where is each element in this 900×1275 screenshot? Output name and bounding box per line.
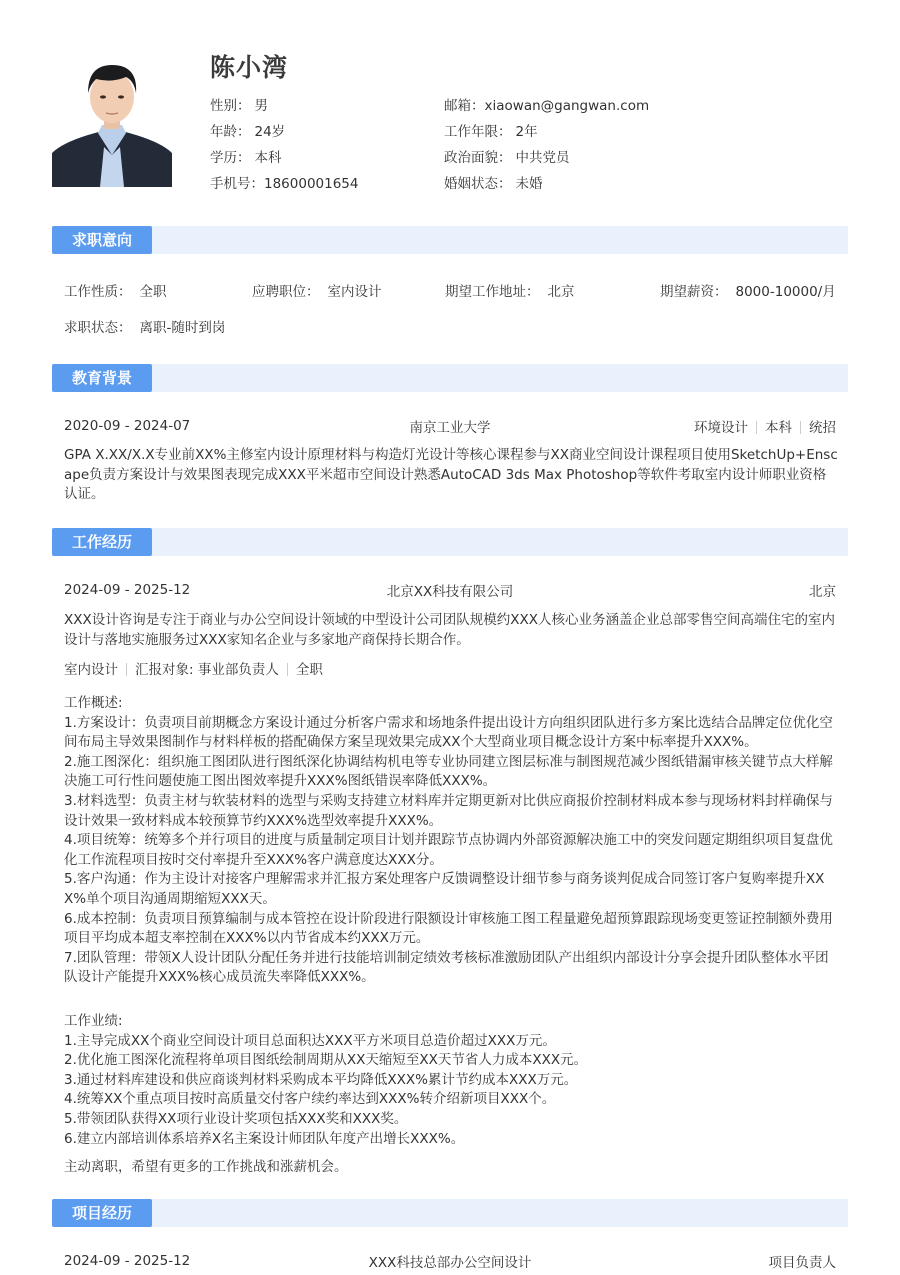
avatar-photo-icon <box>52 55 172 187</box>
section-header-project <box>52 1199 848 1227</box>
work-city: 北京 <box>809 584 836 600</box>
overview-item: 6.成本控制：负责项目预算编制与成本管控在设计阶段进行限额设计审核施工图工程量避免超预算跟踪现场变更签证控制额外费用项目平均成本超支率控制在XXX%以内节省成本约XXX万元。 <box>64 910 833 947</box>
achievement-item: 5.带领团队获得XX项行业设计奖项包括XXX奖和XXX奖。 <box>64 1110 408 1127</box>
education-school: 南京工业大学 <box>409 420 491 436</box>
divider <box>126 663 127 676</box>
intent-label: 期望工作地址： <box>445 284 540 300</box>
work-achievements <box>64 1012 838 1149</box>
intent-label: 求职状态： <box>64 320 132 336</box>
divider <box>756 421 757 434</box>
project-row <box>64 1251 836 1271</box>
info-value: 本科 <box>254 150 282 166</box>
section-title: 工作经历 <box>52 528 152 556</box>
work-overview <box>64 694 838 988</box>
info-phone <box>210 171 358 197</box>
info-label: 婚姻状态： <box>444 176 512 192</box>
info-marital <box>444 171 649 197</box>
section-header-work <box>52 528 848 556</box>
info-label: 年龄： <box>210 124 251 140</box>
overview-item: 3.材料选型：负责主材与软装材料的选型与采购支持建立材料库并定期更新对比供应商报价控制材料成本参与现场材料封样确保与设计效果一致材料成本较预算节约XXX%选型效率提升XXX%。 <box>64 792 833 829</box>
intent-value: 离职-随时到岗 <box>139 320 226 336</box>
work-row <box>64 580 836 600</box>
avatar <box>52 55 172 187</box>
work-company: 北京XX科技有限公司 <box>386 584 514 600</box>
work-period: 2024-09 - 2025-12 <box>64 582 191 598</box>
info-value: 24岁 <box>254 124 286 140</box>
section-title: 教育背景 <box>52 364 152 392</box>
work-tag: 全职 <box>295 662 323 678</box>
intent-label: 期望薪资： <box>660 284 728 300</box>
section-title: 项目经历 <box>52 1199 152 1227</box>
info-gender <box>210 93 358 119</box>
info-work-years <box>444 119 649 145</box>
intent-salary <box>660 280 836 300</box>
achievement-item: 1.主导完成XX个商业空间设计项目总面积达XXX平方米项目总造价超过XXX万元。 <box>64 1032 556 1049</box>
info-value: 未婚 <box>515 176 543 192</box>
education-description: GPA X.XX/X.X专业前XX%主修室内设计原理材料与构造灯光设计等核心课程参与XX商业空间设计课程项目使用SketchUp+Enscape负责方案设计与效果图表现完成XXX平米超市空间设计熟悉AutoCAD 3ds Max Photoshop等软件考取室内设计师职业资格认证。 <box>64 447 838 503</box>
info-email <box>444 93 649 119</box>
intent-label: 工作性质： <box>64 284 132 300</box>
info-label: 性别： <box>210 98 251 114</box>
info-label: 工作年限： <box>444 124 512 140</box>
work-tag: 室内设计 <box>64 662 118 678</box>
info-age <box>210 119 358 145</box>
work-leave-reason: 主动离职，希望有更多的工作挑战和涨薪机会。 <box>64 1159 348 1175</box>
overview-item: 7.团队管理：带领X人设计团队分配任务并进行技能培训制定绩效考核标准激励团队产出组织内部设计分享会提升团队整体水平团队设计产能提升XXX%核心成员流失率降低XXX%。 <box>64 949 829 986</box>
intent-status <box>64 316 225 336</box>
info-value: 18600001654 <box>264 176 359 192</box>
education-period: 2020-09 - 2024-07 <box>64 418 191 434</box>
divider <box>800 421 801 434</box>
intent-value: 全职 <box>139 284 167 300</box>
work-tag: 汇报对象: 事业部负责人 <box>135 662 279 678</box>
intent-job-type <box>64 280 167 300</box>
info-label: 邮箱： <box>444 98 485 114</box>
project-period: 2024-09 - 2025-12 <box>64 1253 191 1269</box>
overview-item: 2.施工图深化：组织施工图团队进行图纸深化协调结构机电等专业协同建立图层标准与制图规范减少图纸错漏审核关键节点大样解决施工可行性问题使施工图出图效率提升XXX%图纸错误率降低XXX%。 <box>64 753 833 790</box>
personal-info-right <box>444 93 649 197</box>
info-value: 男 <box>254 98 268 114</box>
candidate-name: 陈小湾 <box>210 53 289 82</box>
overview-title: 工作概述: <box>64 695 123 711</box>
education-tags <box>694 416 836 436</box>
info-value: 2年 <box>515 124 538 140</box>
section-header-intent <box>52 226 848 254</box>
intent-label: 应聘职位： <box>252 284 320 300</box>
overview-item: 4.项目统筹：统筹多个并行项目的进度与质量制定项目计划并跟踪节点协调内外部资源解决施工中的突发问题定期组织项目复盘优化工作流程项目按时交付率提升至XXX%客户满意度达XXX分。 <box>64 832 833 868</box>
achievement-item: 3.通过材料库建设和供应商谈判材料采购成本平均降低XXX%累计节约成本XXX万元。 <box>64 1071 578 1088</box>
achievements-title: 工作业绩: <box>64 1013 123 1029</box>
education-row <box>64 416 836 436</box>
achievement-item: 2.优化施工图深化流程将单项目图纸绘制周期从XX天缩短至XX天节省人力成本XXX元。 <box>64 1052 588 1069</box>
project-name: XXX科技总部办公空间设计 <box>368 1255 532 1271</box>
project-role: 项目负责人 <box>768 1255 836 1271</box>
info-political <box>444 145 649 171</box>
section-header-education <box>52 364 848 392</box>
overview-item: 1.方案设计：负责项目前期概念方案设计通过分析客户需求和场地条件提出设计方向组织团队进行多方案比选结合品牌定位优化空间布局主导效果图制作与材料样板的搭配确保方案呈现效果完成XX个大型商业项目概念设计方案中标率提升XXX%。 <box>64 714 833 751</box>
work-tags <box>64 658 836 678</box>
personal-info-left <box>210 93 358 197</box>
intent-value: 8000-10000/月 <box>735 284 836 300</box>
info-label: 手机号： <box>210 176 264 192</box>
info-value: 中共党员 <box>515 150 570 166</box>
education-major: 环境设计 <box>694 420 748 436</box>
info-label: 政治面貌： <box>444 150 512 166</box>
overview-item: 5.客户沟通：作为主设计对接客户理解需求并汇报方案处理客户反馈调整设计细节参与商务谈判促成合同签订客户复购率提升XXX%单个项目沟通周期缩短XXX天。 <box>64 871 825 907</box>
info-value: xiaowan@gangwan.com <box>484 98 650 114</box>
intent-location <box>445 280 575 300</box>
work-company-intro: XXX设计咨询是专注于商业与办公空间设计领域的中型设计公司团队规模约XXX人核心业务涵盖企业总部零售空间高端住宅的室内设计与落地实施服务过XXX家知名企业与多家地产商保持长期合作。 <box>64 612 835 648</box>
achievement-item: 4.统筹XX个重点项目按时高质量交付客户续约率达到XXX%转介绍新项目XXX个。 <box>64 1091 556 1108</box>
section-title: 求职意向 <box>52 226 152 254</box>
info-education <box>210 145 358 171</box>
info-label: 学历： <box>210 150 251 166</box>
intent-value: 室内设计 <box>327 284 382 300</box>
intent-position <box>252 280 382 300</box>
divider <box>287 663 288 676</box>
education-degree: 本科 <box>765 420 792 436</box>
intent-value: 北京 <box>547 284 575 300</box>
education-enrollment: 统招 <box>809 420 836 436</box>
achievement-item: 6.建立内部培训体系培养X名主案设计师团队年度产出增长XXX%。 <box>64 1130 465 1147</box>
